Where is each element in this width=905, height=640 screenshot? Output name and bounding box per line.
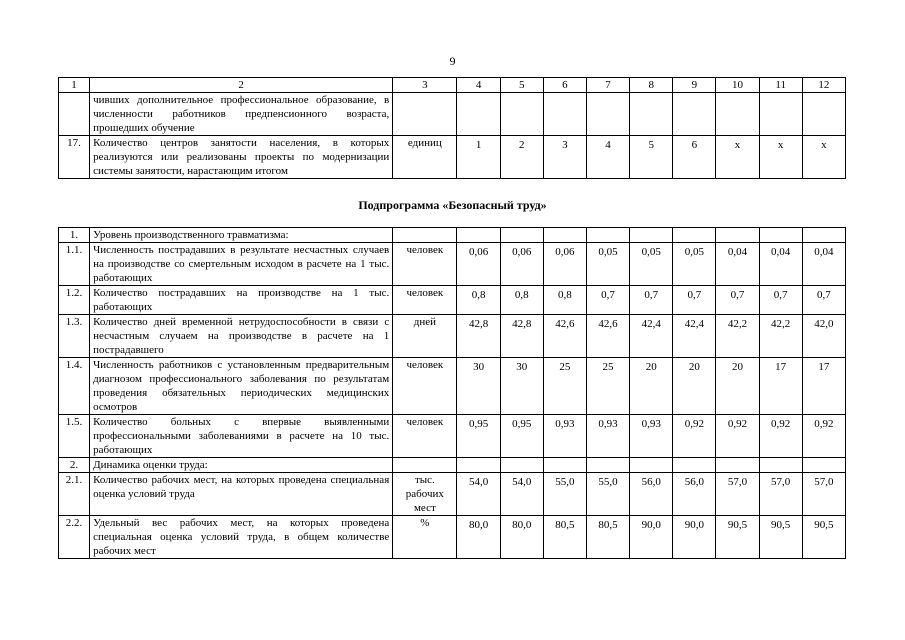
row-value [543, 458, 586, 473]
row-unit: единиц [393, 136, 457, 179]
row-value: 0,05 [586, 243, 629, 286]
row-description: Количество рабочих мест, на которых проведена специальная оценка условий труда [90, 473, 393, 516]
row-value [457, 93, 500, 136]
table-row [59, 315, 846, 358]
row-value: 57,0 [716, 473, 759, 516]
header-cell: 9 [673, 78, 716, 93]
row-value: 80,5 [543, 516, 586, 559]
row-value: 1 [457, 136, 500, 179]
row-number: 1.3. [59, 315, 90, 358]
row-value: 90,5 [802, 516, 845, 559]
row-value [500, 228, 543, 243]
row-value: 90,5 [716, 516, 759, 559]
row-value: 25 [586, 358, 629, 415]
row-value: 20 [630, 358, 673, 415]
row-number: 17. [59, 136, 90, 179]
table-row [59, 358, 846, 415]
header-cell: 2 [90, 78, 393, 93]
row-value: 0,7 [759, 286, 802, 315]
row-value: 0,06 [543, 243, 586, 286]
row-value [543, 93, 586, 136]
header-cell: 1 [59, 78, 90, 93]
row-unit: человек [393, 415, 457, 458]
row-value: 42,0 [802, 315, 845, 358]
row-number: 1.4. [59, 358, 90, 415]
row-value: 56,0 [630, 473, 673, 516]
row-value: 42,2 [716, 315, 759, 358]
row-number: 1.5. [59, 415, 90, 458]
row-value: 42,8 [500, 315, 543, 358]
row-value: 0,06 [457, 243, 500, 286]
row-description: Количество дней временной нетрудоспособности в связи с несчастным случаем на производстве в расчете на 1 пострадавшего [90, 315, 393, 358]
table-row [59, 228, 846, 243]
row-unit: человек [393, 286, 457, 315]
indicators-table-continued [58, 77, 846, 179]
row-value: 3 [543, 136, 586, 179]
row-value [716, 228, 759, 243]
header-cell: 11 [759, 78, 802, 93]
row-value: 0,7 [673, 286, 716, 315]
row-value [673, 93, 716, 136]
row-value: 0,92 [802, 415, 845, 458]
row-unit: тыс. рабочих мест [393, 473, 457, 516]
row-value: 42,2 [759, 315, 802, 358]
row-value: 57,0 [759, 473, 802, 516]
table-row [59, 473, 846, 516]
table-row [59, 516, 846, 559]
row-value: 54,0 [500, 473, 543, 516]
row-description: Численность пострадавших в результате несчастных случаев на производстве со смертельным исходом в расчете на 1 тыс. работающих [90, 243, 393, 286]
row-unit: % [393, 516, 457, 559]
header-cell: 10 [716, 78, 759, 93]
row-value: 20 [673, 358, 716, 415]
row-value: 42,4 [673, 315, 716, 358]
row-value: 30 [457, 358, 500, 415]
table-row [59, 286, 846, 315]
row-value: 56,0 [673, 473, 716, 516]
row-value [630, 93, 673, 136]
row-value: 0,8 [500, 286, 543, 315]
row-value: 0,05 [673, 243, 716, 286]
page-number: 9 [449, 54, 456, 68]
row-value: 55,0 [586, 473, 629, 516]
row-value: x [716, 136, 759, 179]
row-value: 0,7 [802, 286, 845, 315]
row-value: 5 [630, 136, 673, 179]
row-value: 6 [673, 136, 716, 179]
row-number: 2. [59, 458, 90, 473]
header-row [59, 78, 846, 93]
row-value [716, 458, 759, 473]
row-value: 90,0 [630, 516, 673, 559]
header-cell: 8 [630, 78, 673, 93]
row-value [630, 228, 673, 243]
row-value: 0,8 [543, 286, 586, 315]
row-value [586, 93, 629, 136]
row-value: 0,95 [457, 415, 500, 458]
row-value: x [759, 136, 802, 179]
row-value: 80,5 [586, 516, 629, 559]
row-value: 42,6 [586, 315, 629, 358]
row-unit [393, 93, 457, 136]
row-description: Динамика оценки труда: [90, 458, 393, 473]
row-value [630, 458, 673, 473]
row-value: 54,0 [457, 473, 500, 516]
row-number: 1.2. [59, 286, 90, 315]
row-value: 30 [500, 358, 543, 415]
section-title: Подпрограмма «Безопасный труд» [358, 198, 547, 212]
row-value: 20 [716, 358, 759, 415]
row-description: Уровень производственного травматизма: [90, 228, 393, 243]
row-value [586, 228, 629, 243]
row-value [500, 93, 543, 136]
row-number: 2.1. [59, 473, 90, 516]
row-value: 25 [543, 358, 586, 415]
row-unit [393, 458, 457, 473]
row-value: 0,93 [630, 415, 673, 458]
row-value: 0,05 [630, 243, 673, 286]
row-value [716, 93, 759, 136]
row-unit: дней [393, 315, 457, 358]
row-value: 0,8 [457, 286, 500, 315]
row-value: 0,93 [543, 415, 586, 458]
row-value: 90,0 [673, 516, 716, 559]
row-description: Количество больных с впервые выявленными профессиональными заболеваниями в расчете на 10 тыс. работающих [90, 415, 393, 458]
row-value: 42,6 [543, 315, 586, 358]
row-value [802, 228, 845, 243]
row-value [500, 458, 543, 473]
table-row [59, 458, 846, 473]
row-unit [393, 228, 457, 243]
row-value: 0,93 [586, 415, 629, 458]
row-description: Удельный вес рабочих мест, на которых проведена специальная оценка условий труда, в общем количестве рабочих мест [90, 516, 393, 559]
row-value: 0,92 [759, 415, 802, 458]
table-row [59, 415, 846, 458]
row-value: 42,4 [630, 315, 673, 358]
row-value: 0,04 [759, 243, 802, 286]
row-value: 90,5 [759, 516, 802, 559]
row-value: 80,0 [457, 516, 500, 559]
row-value [802, 458, 845, 473]
row-value [673, 458, 716, 473]
row-value [759, 458, 802, 473]
row-value [543, 228, 586, 243]
row-value: 0,7 [586, 286, 629, 315]
row-unit: человек [393, 243, 457, 286]
row-value: 42,8 [457, 315, 500, 358]
row-value: 17 [759, 358, 802, 415]
row-number: 1.1. [59, 243, 90, 286]
row-value: 0,7 [716, 286, 759, 315]
row-value: 55,0 [543, 473, 586, 516]
row-value [457, 458, 500, 473]
row-value: 0,95 [500, 415, 543, 458]
row-value: 0,04 [802, 243, 845, 286]
row-value: 17 [802, 358, 845, 415]
header-cell: 7 [586, 78, 629, 93]
row-number [59, 93, 90, 136]
row-value: 80,0 [500, 516, 543, 559]
row-value [759, 93, 802, 136]
table-row [59, 243, 846, 286]
row-value: 0,92 [716, 415, 759, 458]
row-description: чивших дополнительное профессиональное образование, в численности работников предпенсионного возраста, прошедших обучение [90, 93, 393, 136]
header-cell: 6 [543, 78, 586, 93]
table-row [59, 93, 846, 136]
row-value [586, 458, 629, 473]
row-value: 0,7 [630, 286, 673, 315]
row-value: 57,0 [802, 473, 845, 516]
row-value: x [802, 136, 845, 179]
row-description: Количество центров занятости населения, в которых реализуются или реализованы проекты по модернизации системы занятости, нарастающим итогом [90, 136, 393, 179]
row-value [759, 228, 802, 243]
row-unit: человек [393, 358, 457, 415]
row-value: 0,04 [716, 243, 759, 286]
row-value [673, 228, 716, 243]
row-value [802, 93, 845, 136]
row-value [457, 228, 500, 243]
safe-labor-indicators-table [58, 227, 846, 559]
header-cell: 3 [393, 78, 457, 93]
row-value: 0,92 [673, 415, 716, 458]
row-number: 1. [59, 228, 90, 243]
row-value: 4 [586, 136, 629, 179]
header-cell: 4 [457, 78, 500, 93]
row-number: 2.2. [59, 516, 90, 559]
row-description: Количество пострадавших на производстве на 1 тыс. работающих [90, 286, 393, 315]
header-cell: 5 [500, 78, 543, 93]
header-cell: 12 [802, 78, 845, 93]
row-description: Численность работников с установленным предварительным диагнозом профессионального заболевания по результатам проведения обязательных периодических медицинских осмотров [90, 358, 393, 415]
row-value: 2 [500, 136, 543, 179]
row-value: 0,06 [500, 243, 543, 286]
table-row [59, 136, 846, 179]
